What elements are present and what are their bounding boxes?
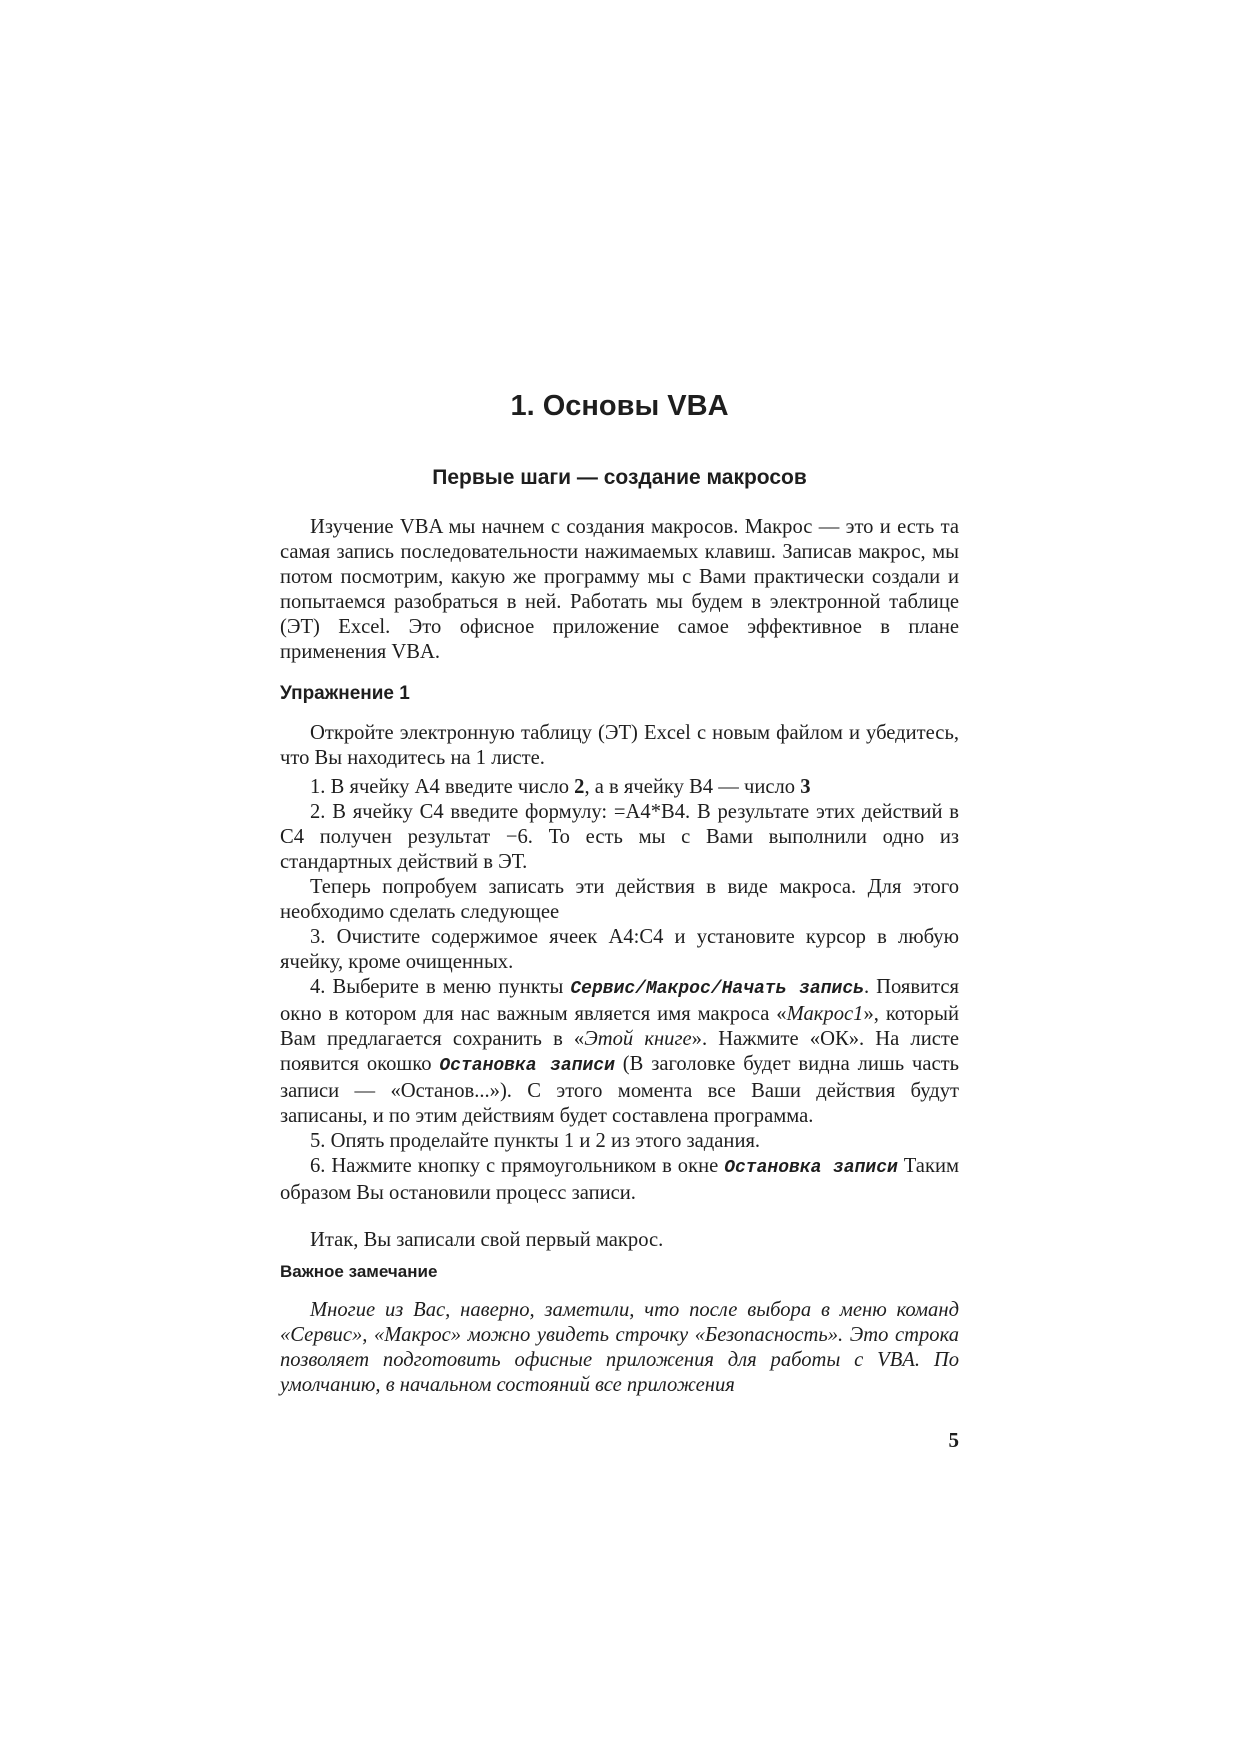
step-1: 1. В ячейку А4 введите число 2, а в ячейку В4 — число 3 (310, 776, 811, 798)
chapter-title: 1. Основы VBA (510, 390, 729, 422)
stop-recording-window-name: Остановка записи (439, 1056, 615, 1076)
transition-paragraph: Теперь попробуем записать эти действия в виде макроса. Для этого необходимо сделать следующее (280, 876, 959, 923)
menu-path: Сервис/Макрос/Начать запись (570, 979, 864, 999)
exercise-steps (280, 775, 959, 1206)
step-1-value-a: 2 (574, 776, 585, 798)
section-title: Первые шаги — создание макросов (432, 466, 807, 489)
exercise-open-paragraph: Откройте электронную таблицу (ЭТ) Excel с новым файлом и убедитесь, что Вы находитесь на 1 листе. (280, 722, 959, 769)
exercise-heading: Упражнение 1 (280, 683, 410, 704)
step-4: 4. Выберите в меню пункты Сервис/Макрос/Начать запись. Появится окно в котором для нас важным является имя макроса «Макрос1», который Вам предлагается сохранить в «Этой книге». Нажмите «ОК». На листе появится окошко Остановка записи (В заголовке будет видна лишь часть записи — «Останов...»). С этого момента все Ваши действия будут записаны, и по этим действиям будет составлена программа. (280, 976, 960, 1127)
step-3: 3. Очистите содержимое ячеек А4:С4 и установите курсор в любую ячейку, кроме очищенных. (280, 926, 959, 973)
note-text: Многие из Вас, наверно, заметили, что после выбора в меню команд «Сервис», «Макрос» можно увидеть строчку «Безопасность». Это строка позволяет подготовить офисные приложения для работы с VBA. По умолчанию, в начальном состояний все приложения (280, 1299, 959, 1396)
note-heading: Важное замечание (280, 1262, 438, 1281)
stop-recording-window-name-2: Остановка записи (724, 1158, 898, 1178)
step-1-value-b: 3 (800, 776, 811, 798)
intro-paragraph: Изучение VBA мы начнем с создания макросов. Макрос — это и есть та самая запись последовательности нажимаемых клавиш. Записав макрос, мы потом посмотрим, какую же программу мы с Вами практически создали и попытаемся разобраться в ней. Работать мы будем в электронной таблице (ЭТ) Excel. Это офисное приложение самое эффективное в плане применения VBA. (280, 516, 959, 663)
macro-name: Макрос1 (786, 1003, 864, 1025)
page-number: 5 (948, 1428, 959, 1452)
step-5: 5. Опять проделайте пункты 1 и 2 из этого задания. (310, 1130, 761, 1152)
step-2: 2. В ячейку С4 введите формулу: =А4*В4. В результате этих действий в С4 получен результат −6. То есть мы с Вами выполнили одно из стандартных действий в ЭТ. (280, 801, 959, 873)
final-paragraph: Итак, Вы записали свой первый макрос. (310, 1229, 664, 1251)
step-6: 6. Нажмите кнопку с прямоугольником в окне Остановка записи Таким образом Вы остановили процесс записи. (280, 1155, 959, 1204)
workbook-name: Этой книге (584, 1028, 692, 1050)
